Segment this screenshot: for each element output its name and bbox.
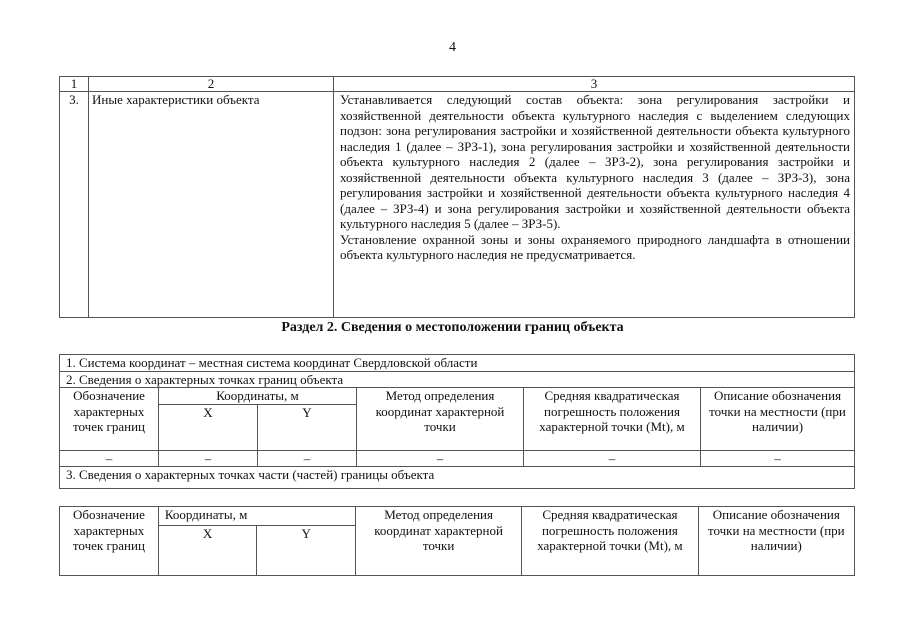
boundary-points-heading: 2. Сведения о характерных точках границ объекта <box>60 371 855 388</box>
col-method: Метод определения координат характерной точки <box>357 388 524 451</box>
table-row <box>60 355 855 372</box>
table-header-row <box>60 77 855 92</box>
col-y: Y <box>257 526 356 576</box>
content-paragraph-1: Устанавливается следующий состав объекта: зона регулирования застройки и хозяйственной деятельности объекта культурного наследия с выделением следующих подзон: зона регулирования застройки и хозяйственной деятельности объекта культурного наследия 1 (далее – ЗРЗ-1), зона регулирования застройки и хозяйственной деятельности объекта культурного наследия 2 (далее – ЗРЗ-2), зона регулирования застройки и хозяйственной деятельности объекта культурного наследия 3 (далее – ЗРЗ-3), зона регулирования застройки и хозяйственной деятельности объекта культурного наследия 4 (далее – ЗРЗ-4) и зона регулирования застройки и хозяйственной деятельности объекта культурного наследия 5 (далее – ЗРЗ-5). <box>340 92 850 231</box>
row-content <box>334 92 855 318</box>
col-coords: Координаты, м <box>158 507 355 526</box>
table-row <box>60 450 855 467</box>
dash-cell: – <box>60 450 159 467</box>
header-col-3: 3 <box>334 77 855 92</box>
col-coords: Координаты, м <box>159 388 357 405</box>
col-method: Метод определения координат характерной точки <box>355 507 521 576</box>
section-title: Раздел 2. Сведения о местоположении границ объекта <box>281 320 624 335</box>
header-col-1: 1 <box>60 77 89 92</box>
col-error: Средняя квадратическая погрешность положения характерной точки (Mt), м <box>522 507 698 576</box>
row-number: 3. <box>60 92 89 318</box>
col-error: Средняя квадратическая погрешность положения характерной точки (Mt), м <box>524 388 701 451</box>
table-header-row <box>60 388 855 405</box>
col-designation: Обозначение характерных точек границ <box>60 388 159 451</box>
table-row <box>60 92 855 318</box>
table-row <box>60 371 855 388</box>
dash-cell: – <box>524 450 701 467</box>
content-paragraph-2: Установление охранной зоны и зоны охраняемого природного ландшафта в отношении объекта культурного наследия не предусматривается. <box>340 231 850 262</box>
object-characteristics-table <box>59 76 855 318</box>
page-number: 4 <box>449 40 456 55</box>
table-header-row <box>60 507 855 526</box>
dash-cell: – <box>159 450 258 467</box>
col-x: X <box>158 526 257 576</box>
table-row <box>60 467 855 489</box>
header-col-2: 2 <box>89 77 334 92</box>
col-description: Описание обозначения точки на местности (при наличии) <box>701 388 855 451</box>
part-points-heading: 3. Сведения о характерных точках части (частей) границы объекта <box>60 467 855 489</box>
col-description: Описание обозначения точки на местности (при наличии) <box>698 507 854 576</box>
boundary-points-table <box>59 354 855 489</box>
col-y: Y <box>258 404 357 450</box>
dash-cell: – <box>258 450 357 467</box>
row-label: Иные характеристики объекта <box>89 92 334 318</box>
part-boundary-points-table <box>59 506 855 576</box>
coord-system-row: 1. Система координат – местная система координат Свердловской области <box>60 355 855 372</box>
col-x: X <box>159 404 258 450</box>
dash-cell: – <box>701 450 855 467</box>
col-designation: Обозначение характерных точек границ <box>60 507 159 576</box>
dash-cell: – <box>357 450 524 467</box>
